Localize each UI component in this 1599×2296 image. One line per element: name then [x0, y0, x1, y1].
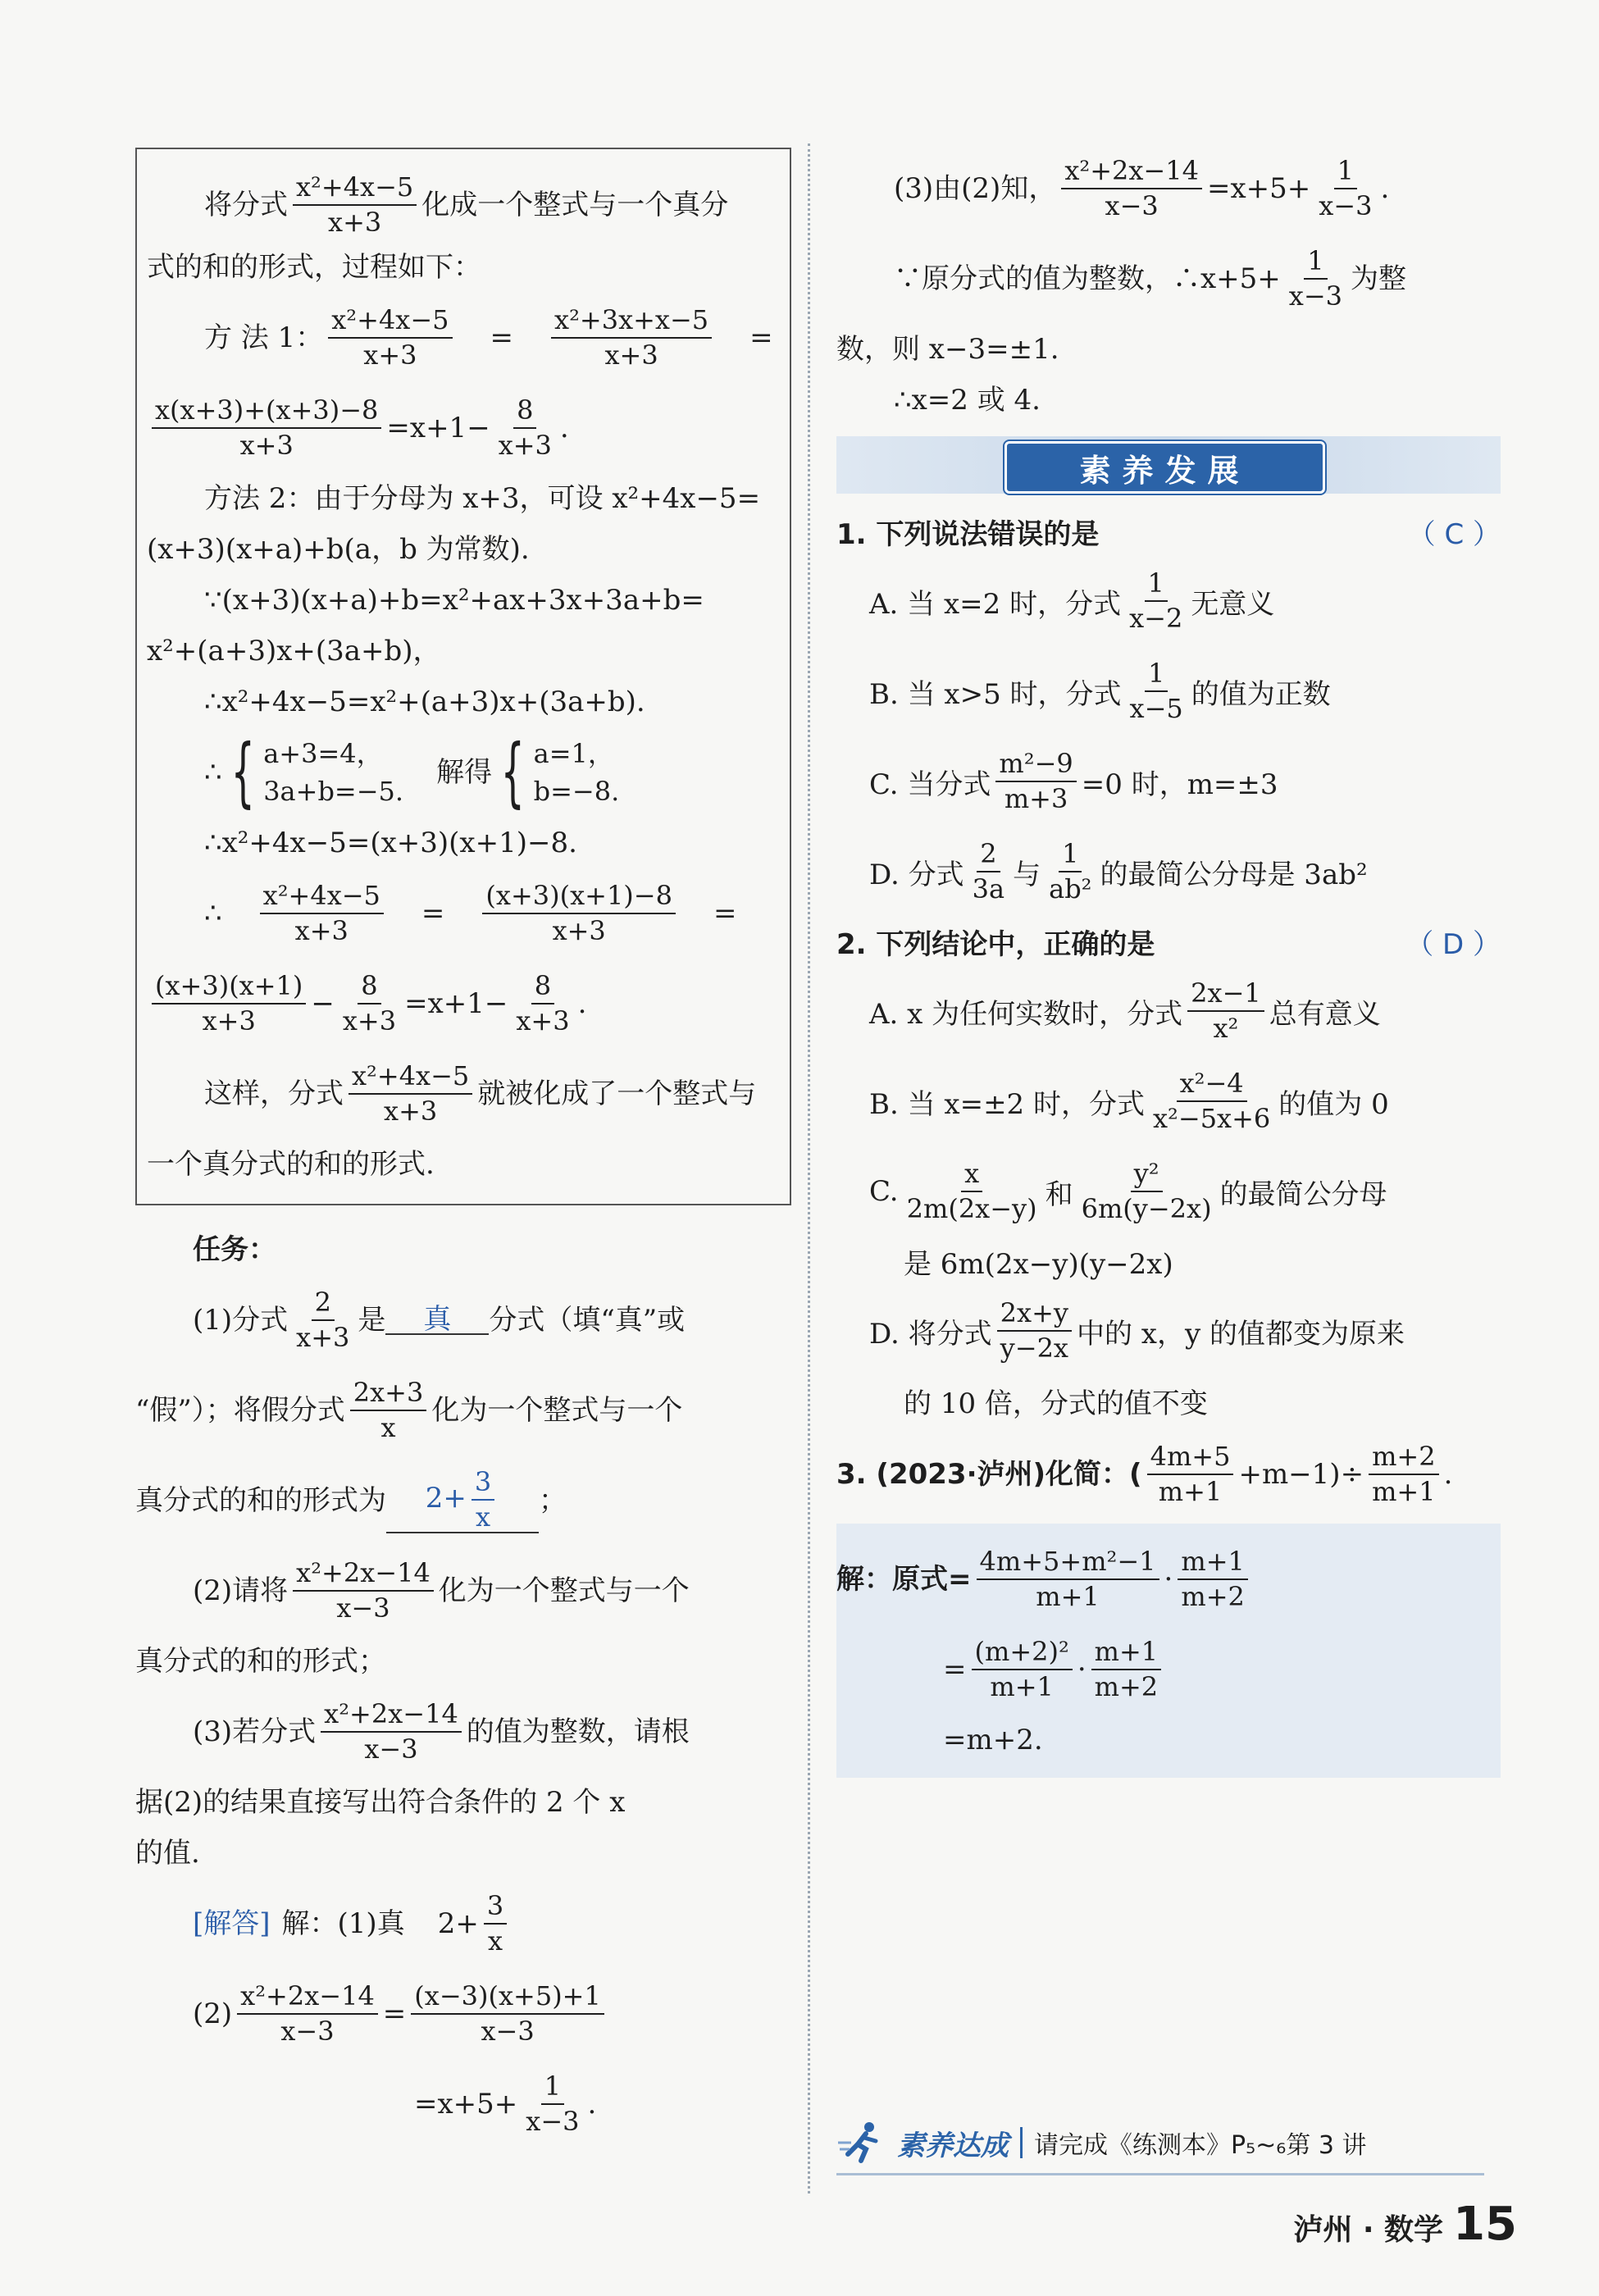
q2-option-c-cont: 是 6m(2x−y)(y−2x)	[904, 1247, 1173, 1281]
badge-separator	[1020, 2127, 1023, 2158]
method2-line-5: ∴x²+4x−5=x²+(a+3)x+(3a+b).	[204, 685, 645, 718]
task3-line-1: (3)若分式 $\frac{\text{x²+2x−14}}{x-3}$ 的值为整数，请根	[193, 1697, 690, 1765]
fraction: $\frac{3}{x}$	[484, 1891, 507, 1957]
fraction: $\frac{1}{x-3}$	[526, 2070, 580, 2137]
fraction: $\frac{1}{\text{ab²}}$	[1049, 838, 1092, 904]
q1-option-d: D. 分式 $\frac{2}{3a}$ 与 $\frac{1}{\text{ab²}}$ 的最简公分母是 3ab²	[869, 838, 1368, 904]
box-intro-line-2: 式的和的形式，过程如下：	[147, 250, 481, 284]
column-divider	[808, 144, 810, 2194]
method2-line-3: ∵(x+3)(x+a)+b=x²+ax+3x+3a+b=	[204, 583, 704, 617]
fraction: $\frac{8}{x+3}$	[516, 969, 570, 1036]
fraction: $\frac{(x+3)(x+1)-8}{x+3}$	[482, 881, 676, 946]
answer3-line-4: ∴x=2 或 4.	[894, 384, 1041, 417]
fraction: $\frac{\text{x²+4x−5}}{x+3}$	[293, 172, 417, 238]
box-intro-line: 将分式 $\frac{\text{x²+4x−5}}{x+3}$ 化成一个整式与一个真分	[204, 171, 729, 238]
method2-line-9: $\frac{(x+3)(x+1)}{x+3}$ − $\frac{8}{x+3}$ =x+1− $\frac{8}{x+3}$ .	[147, 963, 780, 1045]
fraction: $\frac{\text{4m+5+m²−1}}{m+1}$	[977, 1547, 1159, 1612]
fraction: $\frac{\text{x²+4x−5}}{x+3}$	[328, 305, 452, 371]
answer3-line-1: (3)由(2)知， $\frac{\text{x²+2x−14}}{x-3}$ =x+5+ $\frac{1}{x-3}$ .	[894, 155, 1390, 221]
q2-option-a: A. x 为任何实数时，分式 $\frac{2x-1}{\text{x²}}$ 总有意义	[869, 977, 1381, 1044]
q3-solution-line-1: 解：原式= $\frac{\text{4m+5+m²−1}}{m+1}$ · $\frac{m+1}{m+2}$	[836, 1538, 1501, 1620]
fraction: $\frac{(x+3)(x+1)}{x+3}$	[152, 971, 306, 1036]
answer-tag: [解答]	[193, 1906, 271, 1940]
method1-line-2: $\frac{x(x+3)+(x+3)-8}{x+3}$ =x+1− $\frac{8}{x+3}$ .	[147, 387, 780, 469]
system-right: { a=1， b=−8.	[500, 727, 620, 816]
q3-solution-line-2: = $\frac{\text{(m+2)²}}{m+1}$ · $\frac{m+1}{m+2}$	[836, 1629, 1501, 1711]
page-number: 15	[1453, 2198, 1517, 2251]
fraction: $\frac{2}{x+3}$	[296, 1286, 350, 1353]
section-title: 素养发展	[1004, 441, 1325, 494]
q3-solution-line-3: =m+2.	[943, 1724, 1043, 1756]
fraction: $\frac{\text{m²−9}}{m+3}$	[995, 749, 1076, 814]
fraction: $\frac{m+2}{m+1}$	[1369, 1442, 1439, 1507]
fraction: $\frac{4m+5}{m+1}$	[1147, 1442, 1234, 1507]
q2-stem-row: 2. 下列结论中，正确的是 （ D ）	[836, 917, 1501, 966]
right-column	[836, 139, 1501, 1778]
q2-option-d-cont: 的 10 倍，分式的值不变	[904, 1387, 1208, 1420]
q1-stem-row: 1. 下列说法错误的是 （ C ）	[836, 507, 1501, 556]
fraction: $\frac{\text{x²+2x−14}}{x-3}$	[321, 1699, 462, 1765]
answer3-line-2: ∵原分式的值为整数，∴x+5+ $\frac{1}{x-3}$ 为整	[894, 245, 1407, 312]
q2-option-b: B. 当 x=±2 时，分式 $\frac{\text{x²−4}}{\text{x²−5x+6}}$ 的值为 0	[869, 1068, 1389, 1134]
answer-line-2: (2) $\frac{\text{x²+2x−14}}{x-3}$ = $\frac{(x-3)(x+5)+1}{x-3}$	[135, 1973, 791, 2055]
task3-line-2: 据(2)的结果直接写出符合条件的 2 个 x	[135, 1785, 626, 1819]
task2-line-2: 真分式的和的形式；	[135, 1644, 386, 1678]
method-box	[135, 148, 791, 1205]
q1-option-c: C. 当分式 $\frac{\text{m²−9}}{m+3}$ =0 时，m=±3	[869, 748, 1278, 814]
task1-line-3: 真分式的和的形式为 2+ $\frac{3}{x}$ ；	[135, 1465, 567, 1533]
method2-line-4: x²+(a+3)x+(3a+b)，	[147, 634, 441, 667]
fraction: $\frac{\text{y²}}{6m(y-2x)}$	[1081, 1158, 1212, 1224]
fraction: $\frac{8}{x+3}$	[342, 969, 397, 1036]
question-1	[836, 507, 1501, 917]
method1-line-1: 方 法 1： $\frac{\text{x²+4x−5}}{x+3}$ = $\frac{\text{x²+3x+x−5}}{x+3}$ =	[204, 303, 773, 371]
fraction: $\frac{x(x+3)+(x+3)-8}{x+3}$	[152, 395, 381, 461]
fraction: $\frac{2x+y}{y-2x}$	[997, 1298, 1072, 1364]
fraction: $\frac{\text{x²+2x−14}}{x-3}$	[237, 1981, 378, 2047]
equation-system: ∴ { a+3=4， 3a+b=−5. 解得 { a=1， b=−8.	[204, 727, 620, 816]
method2-line-7: ∴x²+4x−5=(x+3)(x+1)−8.	[204, 826, 577, 859]
fraction: $\frac{2x+3}{x}$	[350, 1378, 427, 1443]
fraction: $\frac{\text{x²+4x−5}}{x+3}$	[260, 881, 384, 946]
answer-line-3: =x+5+ $\frac{1}{x-3}$ .	[414, 2070, 597, 2137]
task1-line-1: (1)分式 $\frac{2}{x+3}$ 是 真 分式（填“真”或	[193, 1286, 686, 1353]
task1-line-2: “假”）；将假分式 $\frac{2x+3}{x}$ 化为一个整式与一个	[135, 1376, 683, 1443]
q1-answer: （ C ）	[1407, 517, 1501, 551]
task3-line-3: 的值.	[135, 1836, 200, 1870]
fraction: $\frac{m+1}{m+2}$	[1178, 1547, 1248, 1612]
answer-blank-2: 2+ $\frac{3}{x}$	[386, 1467, 539, 1534]
system-left: { a+3=4， 3a+b=−5.	[230, 727, 404, 816]
fraction: $\frac{m+1}{m+2}$	[1091, 1637, 1162, 1702]
q2-option-c: C. $\frac{x}{2m(2x-y)}$ 和 $\frac{\text{y²}}{6m(y-2x)}$ 的最简公分母	[869, 1158, 1387, 1224]
section-banner	[836, 436, 1501, 494]
q3-stem: 3. (2023·泸州)化简：( $\frac{4m+5}{m+1}$ +m−1)÷ $\frac{m+2}{m+1}$ .	[836, 1441, 1453, 1507]
fraction: $\frac{(x-3)(x+5)+1}{x-3}$	[411, 1981, 604, 2047]
answer-blank-1: 真	[385, 1305, 489, 1335]
method2-line-1: 方法 2：由于分母为 x+3，可设 x²+4x−5=	[204, 481, 761, 515]
fraction: $\frac{\text{(m+2)²}}{m+1}$	[972, 1637, 1073, 1702]
footer-line	[836, 2173, 1484, 2175]
answer3-line-3: 数，则 x−3=±1.	[836, 333, 1059, 366]
fraction: $\frac{2x-1}{\text{x²}}$	[1187, 978, 1264, 1044]
fraction: $\frac{\text{x²+3x+x−5}}{x+3}$	[551, 305, 712, 371]
fraction: $\frac{1}{x-5}$	[1129, 658, 1183, 724]
method2-line-2: (x+3)(x+a)+b(a，b 为常数).	[147, 532, 530, 566]
course-label: 泸州 · 数学	[1293, 2213, 1444, 2247]
box-conclusion-2: 一个真分式的和的形式.	[147, 1147, 435, 1181]
fraction: $\frac{1}{x-3}$	[1288, 245, 1343, 312]
fraction: $\frac{x}{2m(2x-y)}$	[906, 1158, 1037, 1224]
fraction: $\frac{1}{x-2}$	[1129, 567, 1183, 634]
runner-icon	[836, 2120, 886, 2166]
fraction: $\frac{\text{x²−4}}{\text{x²−5x+6}}$	[1153, 1068, 1271, 1134]
fraction: $\frac{\text{x²+2x−14}}{x-3}$	[1061, 156, 1202, 221]
fraction: $\frac{\text{x²+4x−5}}{x+3}$	[348, 1061, 472, 1127]
q1-option-a: A. 当 x=2 时，分式 $\frac{1}{x-2}$ 无意义	[869, 567, 1275, 634]
fraction: $\frac{1}{x-3}$	[1319, 155, 1373, 221]
question-3	[836, 1433, 1501, 1778]
fraction: $\frac{8}{x+3}$	[498, 394, 552, 461]
badge-title: 素养达成	[897, 2129, 1009, 2162]
task2-line-1: (2)请将 $\frac{\text{x²+2x−14}}{x-3}$ 化为一个整式与一个	[193, 1556, 690, 1624]
footer-badge	[836, 2120, 1366, 2166]
left-column	[135, 148, 791, 2153]
answer-line-1: [解答] 解：(1)真 2+ $\frac{3}{x}$	[135, 1883, 791, 1965]
q2-answer: （ D ）	[1405, 927, 1501, 961]
question-2	[836, 917, 1501, 1425]
q2-option-d: D. 将分式 $\frac{2x+y}{y-2x}$ 中的 x，y 的值都变为原来	[869, 1297, 1405, 1364]
task-title: 任务：	[193, 1232, 276, 1266]
fraction: $\frac{\text{x²+2x−14}}{x-3}$	[293, 1558, 434, 1624]
method2-line-8: ∴ $\frac{\text{x²+4x−5}}{x+3}$ = $\frac{(x+3)(x+1)-8}{x+3}$ =	[204, 879, 737, 946]
q1-option-b: B. 当 x>5 时，分式 $\frac{1}{x-5}$ 的值为正数	[869, 658, 1331, 724]
fraction: $\frac{3}{x}$	[472, 1467, 494, 1533]
q3-solution	[836, 1524, 1501, 1778]
fraction: $\frac{2}{3a}$	[972, 838, 1005, 904]
page-footer	[1293, 2198, 1517, 2251]
box-conclusion: 这样，分式 $\frac{\text{x²+4x−5}}{x+3}$ 就被化成了一个整式与	[204, 1059, 757, 1127]
practice-reference: 请完成《练测本》P₅~₆第 3 讲	[1034, 2131, 1367, 2160]
